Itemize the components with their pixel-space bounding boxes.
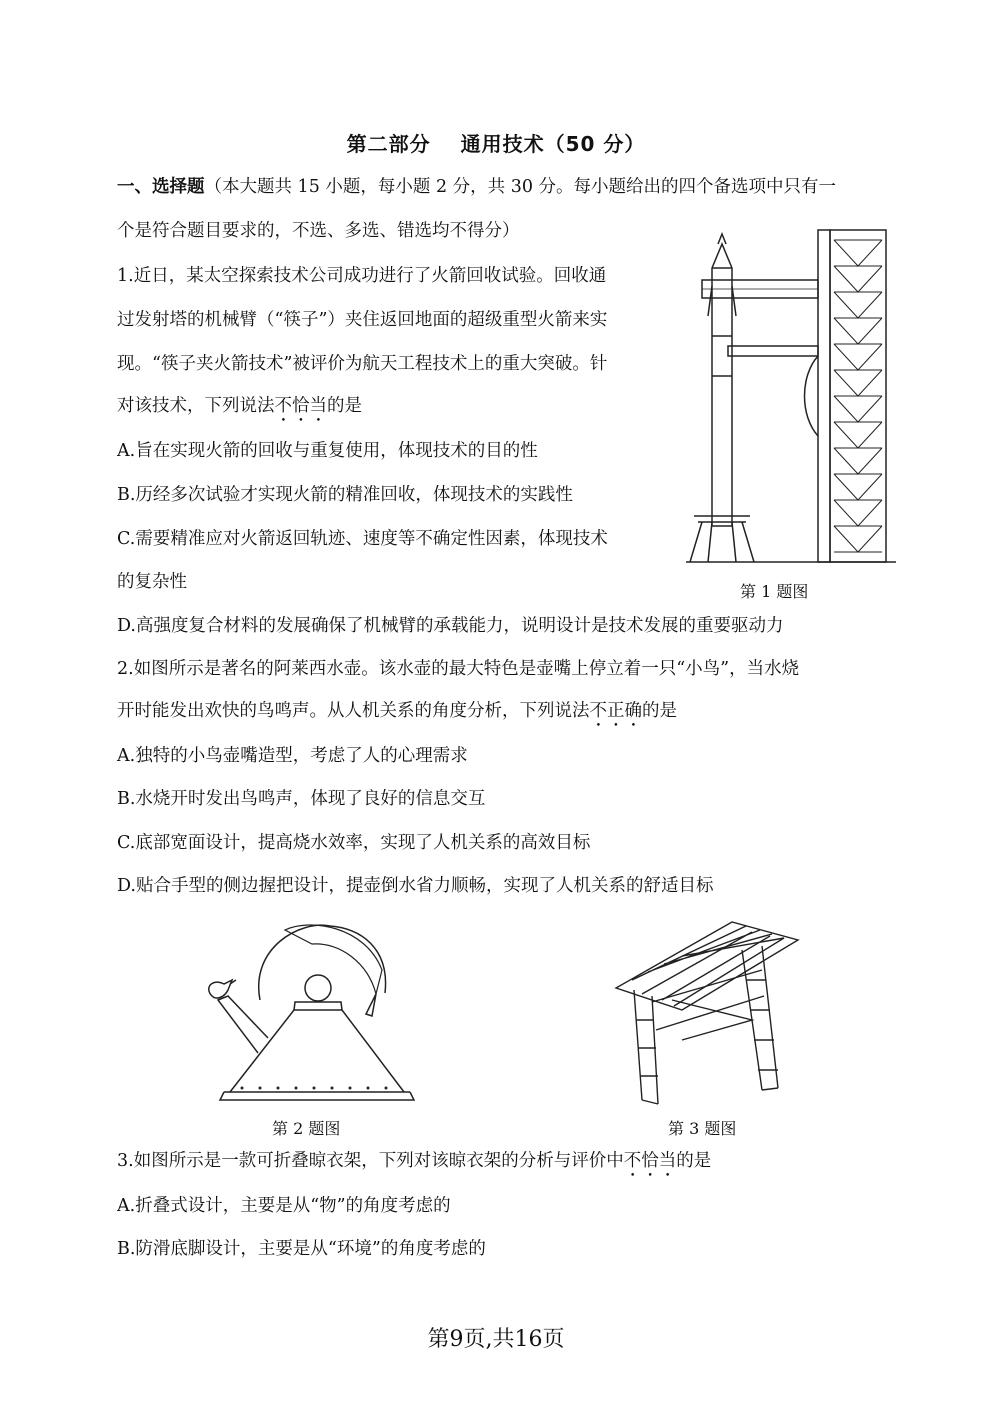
q2-emphasis: 不正确	[589, 701, 642, 721]
q1-option-c-line-2: 的复杂性	[117, 572, 187, 592]
q1-option-a: A.旨在实现火箭的回收与重复使用，体现技术的目的性	[117, 441, 538, 461]
section-part: 第二部分	[346, 132, 431, 156]
q1-emphasis: 不恰当	[274, 396, 327, 416]
q1-option-b: B.历经多次试验才实现火箭的精准回收，体现技术的实践性	[117, 485, 573, 505]
q1-option-c-line-1: C.需要精准应对火箭返回轨迹、速度等不确定性因素，体现技术	[117, 529, 608, 549]
q1-stem-line-2: 过发射塔的机械臂（“筷子”）夹住返回地面的超级重型火箭来实	[117, 310, 608, 330]
q3-figure-caption: 第 3 题图	[668, 1119, 737, 1138]
q1-stem-line-4	[117, 393, 362, 426]
q2-option-c: C.底部宽面设计，提高烧水效率，实现了人机关系的高效目标	[117, 833, 591, 853]
q1-option-d: D.高强度复合材料的发展确保了机械臂的承载能力，说明设计是技术发展的重要驱动力	[117, 616, 784, 636]
instruction-heading: 一、选择题	[117, 177, 205, 197]
drying-rack-illustration	[612, 910, 802, 1108]
q3-stem-text: 3.如图所示是一款可折叠晾衣架，下列对该晾衣架的分析与评价中	[117, 1151, 624, 1171]
instruction-line-1	[117, 174, 836, 200]
kettle-illustration	[190, 918, 415, 1110]
q2-figure-caption: 第 2 题图	[272, 1119, 341, 1138]
q2-stem-line-2	[117, 698, 677, 731]
q3-stem-tail: 的是	[676, 1151, 712, 1171]
instruction-text-1: （本大题共 15 小题，每小题 2 分，共 30 分。每小题给出的四个备选项中只有一	[204, 177, 837, 197]
q3-emphasis: 不恰当	[623, 1151, 677, 1171]
q3-option-a: A.折叠式设计，主要是从“物”的角度考虑的	[117, 1196, 451, 1216]
section-title	[0, 128, 992, 157]
page-number: 第9页,共16页	[427, 1327, 565, 1352]
instruction-line-2: 个是符合题目要求的，不选、多选、错选均不得分）	[117, 221, 520, 241]
q2-option-a: A.独特的小鸟壶嘴造型，考虑了人的心理需求	[117, 746, 468, 766]
q2-stem-line-1: 2.如图所示是著名的阿莱西水壶。该水壶的最大特色是壶嘴上停立着一只“小鸟”，当水烧	[117, 659, 800, 679]
q3-stem	[117, 1148, 711, 1181]
q1-stem-line-1: 1.近日，某太空探索技术公司成功进行了火箭回收试验。回收通	[117, 266, 607, 286]
q1-stem-text: 对该技术，下列说法	[117, 396, 275, 416]
rocket-tower-illustration	[682, 226, 897, 574]
q2-stem-tail: 的是	[642, 701, 677, 721]
q1-stem-tail: 的是	[327, 396, 362, 416]
q3-option-b: B.防滑底脚设计，主要是从“环境”的角度考虑的	[117, 1239, 486, 1259]
section-subject: 通用技术（50 分）	[460, 132, 646, 156]
q1-figure-caption: 第 1 题图	[740, 582, 809, 601]
q2-option-d: D.贴合手型的侧边握把设计，提壶倒水省力顺畅，实现了人机关系的舒适目标	[117, 876, 714, 896]
q2-stem-text: 开时能发出欢快的鸟鸣声。从人机关系的角度分析，下列说法	[117, 701, 590, 721]
q2-option-b: B.水烧开时发出鸟鸣声，体现了良好的信息交互	[117, 789, 486, 809]
q1-stem-line-3: 现。“筷子夹火箭技术”被评价为航天工程技术上的重大突破。针	[117, 354, 608, 374]
